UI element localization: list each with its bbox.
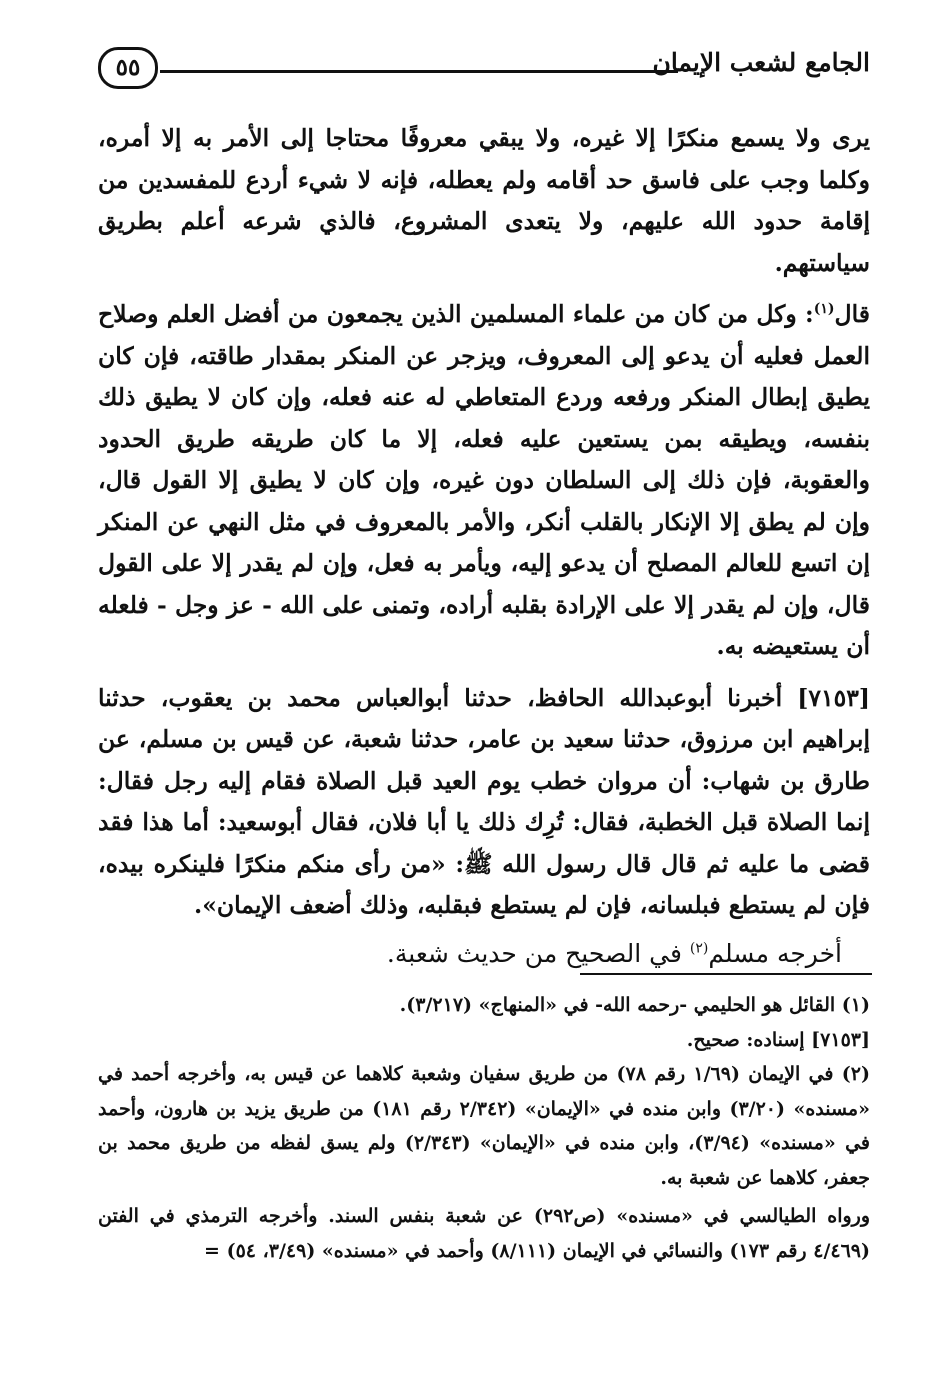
main-text [98, 118, 870, 974]
page-header [98, 44, 870, 100]
footnote-2-continued: ورواه الطيالسي في «مسنده» (ص٢٩٢) عن شعبة بنفس السند. وأخرجه الترمذي في الفتن (٤/٤٦٩ رقم ١٧٣) والنسائي في الإيمان (٨/١١١) وأحمد في «مسنده» (٣/٤٩، ٥٤) = [98, 1205, 871, 1262]
paragraph-1: يرى ولا يسمع منكرًا إلا غيره، ولا يبقي معروفًا محتاجا إلى الأمر به إلا أمره، وكلما وجب على فاسق حد أقامه ولم يعطله، فإنه لا شيء أردع للمفسدين من إقامة حدود الله عليهم، ولا يتعدى المشروع، فالذي شرعه أعلم بطريق سياستهم. [98, 124, 870, 277]
paragraph-2-lead: قال [834, 300, 870, 328]
paragraph-2 [98, 294, 870, 668]
header-rule [160, 70, 678, 73]
footnote-isnad: [٧١٥٣] إسناده: صحيح. [686, 1028, 870, 1051]
running-title: الجامع لشعب الإيمان [652, 48, 870, 77]
footnotes [98, 988, 870, 1268]
hadith-paragraph: [٧١٥٣] أخبرنا أبوعبدالله الحافظ، حدثنا أبوالعباس محمد بن يعقوب، حدثنا إبراهيم ابن مرزوق، حدثنا سعيد بن عامر، حدثنا شعبة، عن قيس بن مسلم، عن طارق بن شهاب: أن مروان خطب يوم العيد قبل الصلاة فقام إليه رجل فقال: إنما الصلاة قبل الخطبة، فقال: تُرِك ذلك يا أبا فلان، فقال أبوسعيد: أما هذا فقد قضى ما عليه ثم قال قال رسول الله ﷺ: «من رأى منكم منكرًا فلينكره بيده، فإن لم يستطع فبلسانه، فإن لم يستطع فبقلبه، وذلك أضعف الإيمان». [98, 683, 870, 919]
takhrij-line [98, 933, 870, 975]
footnote-2: (٢) في الإيمان (١/٦٩ رقم ٧٨) من طريق سفيان وشعبة كلاهما عن قيس به، وأخرجه أحمد في «مسنده» (٣/٢٠) وابن منده في «الإيمان» (٢/٣٤٢ رقم ١٨١) من طريق يزيد بن هارون، وأحمد في «مسنده» (٣/٩٤)، وابن منده في «الإيمان» (٢/٣٤٣) ولم يسق لفظه من طريق محمد بن جعفر، كلاهما عن شعبة به. [98, 1063, 870, 1189]
page-number: ٥٥ [98, 47, 158, 89]
paragraph-2-text: : وكل من كان من علماء المسلمين الذين يجمعون من أفضل العلم وصلاح العمل فعليه أن يدعو إلى المعروف، ويزجر عن المنكر بمقدار طاقته، فإن كان يطيق إبطال المنكر ورفعه وردع المتعاطي له عنه فعله، وإن كان لا يطيق ذلك بنفسه، ويطيقه بمن يستعين عليه فعله، إلا ما كان طريقه طريق الحدود والعقوبة، فإن ذلك إلى السلطان دون غيره، وإن كان لا يطيق إلا القول قال، وإن لم يطق إلا الإنكار بالقلب أنكر، والأمر بالمعروف في مثل النهي عن المنكر إن اتسع للعالم المصلح أن يدعو إليه، ويأمر به فعل، وإن لم يقدر إلا على القول قال، وإن لم يقدر إلا على الإرادة بقلبه أراده، وتمنى على الله - عز وجل - فلعله أن يستعيضه به. [98, 300, 871, 660]
takhrij-text: في الصحيح من حديث شعبة. [386, 938, 690, 968]
footnote-1: (١) القائل هو الحليمي -رحمه الله- في «المنهاج» (٣/٢١٧). [399, 994, 870, 1016]
takhrij-lead: أخرجه مسلم [708, 938, 842, 968]
footnote-divider [580, 973, 872, 975]
footnote-ref-1: (١) [813, 301, 835, 318]
footnote-ref-2: (٢) [689, 940, 709, 957]
